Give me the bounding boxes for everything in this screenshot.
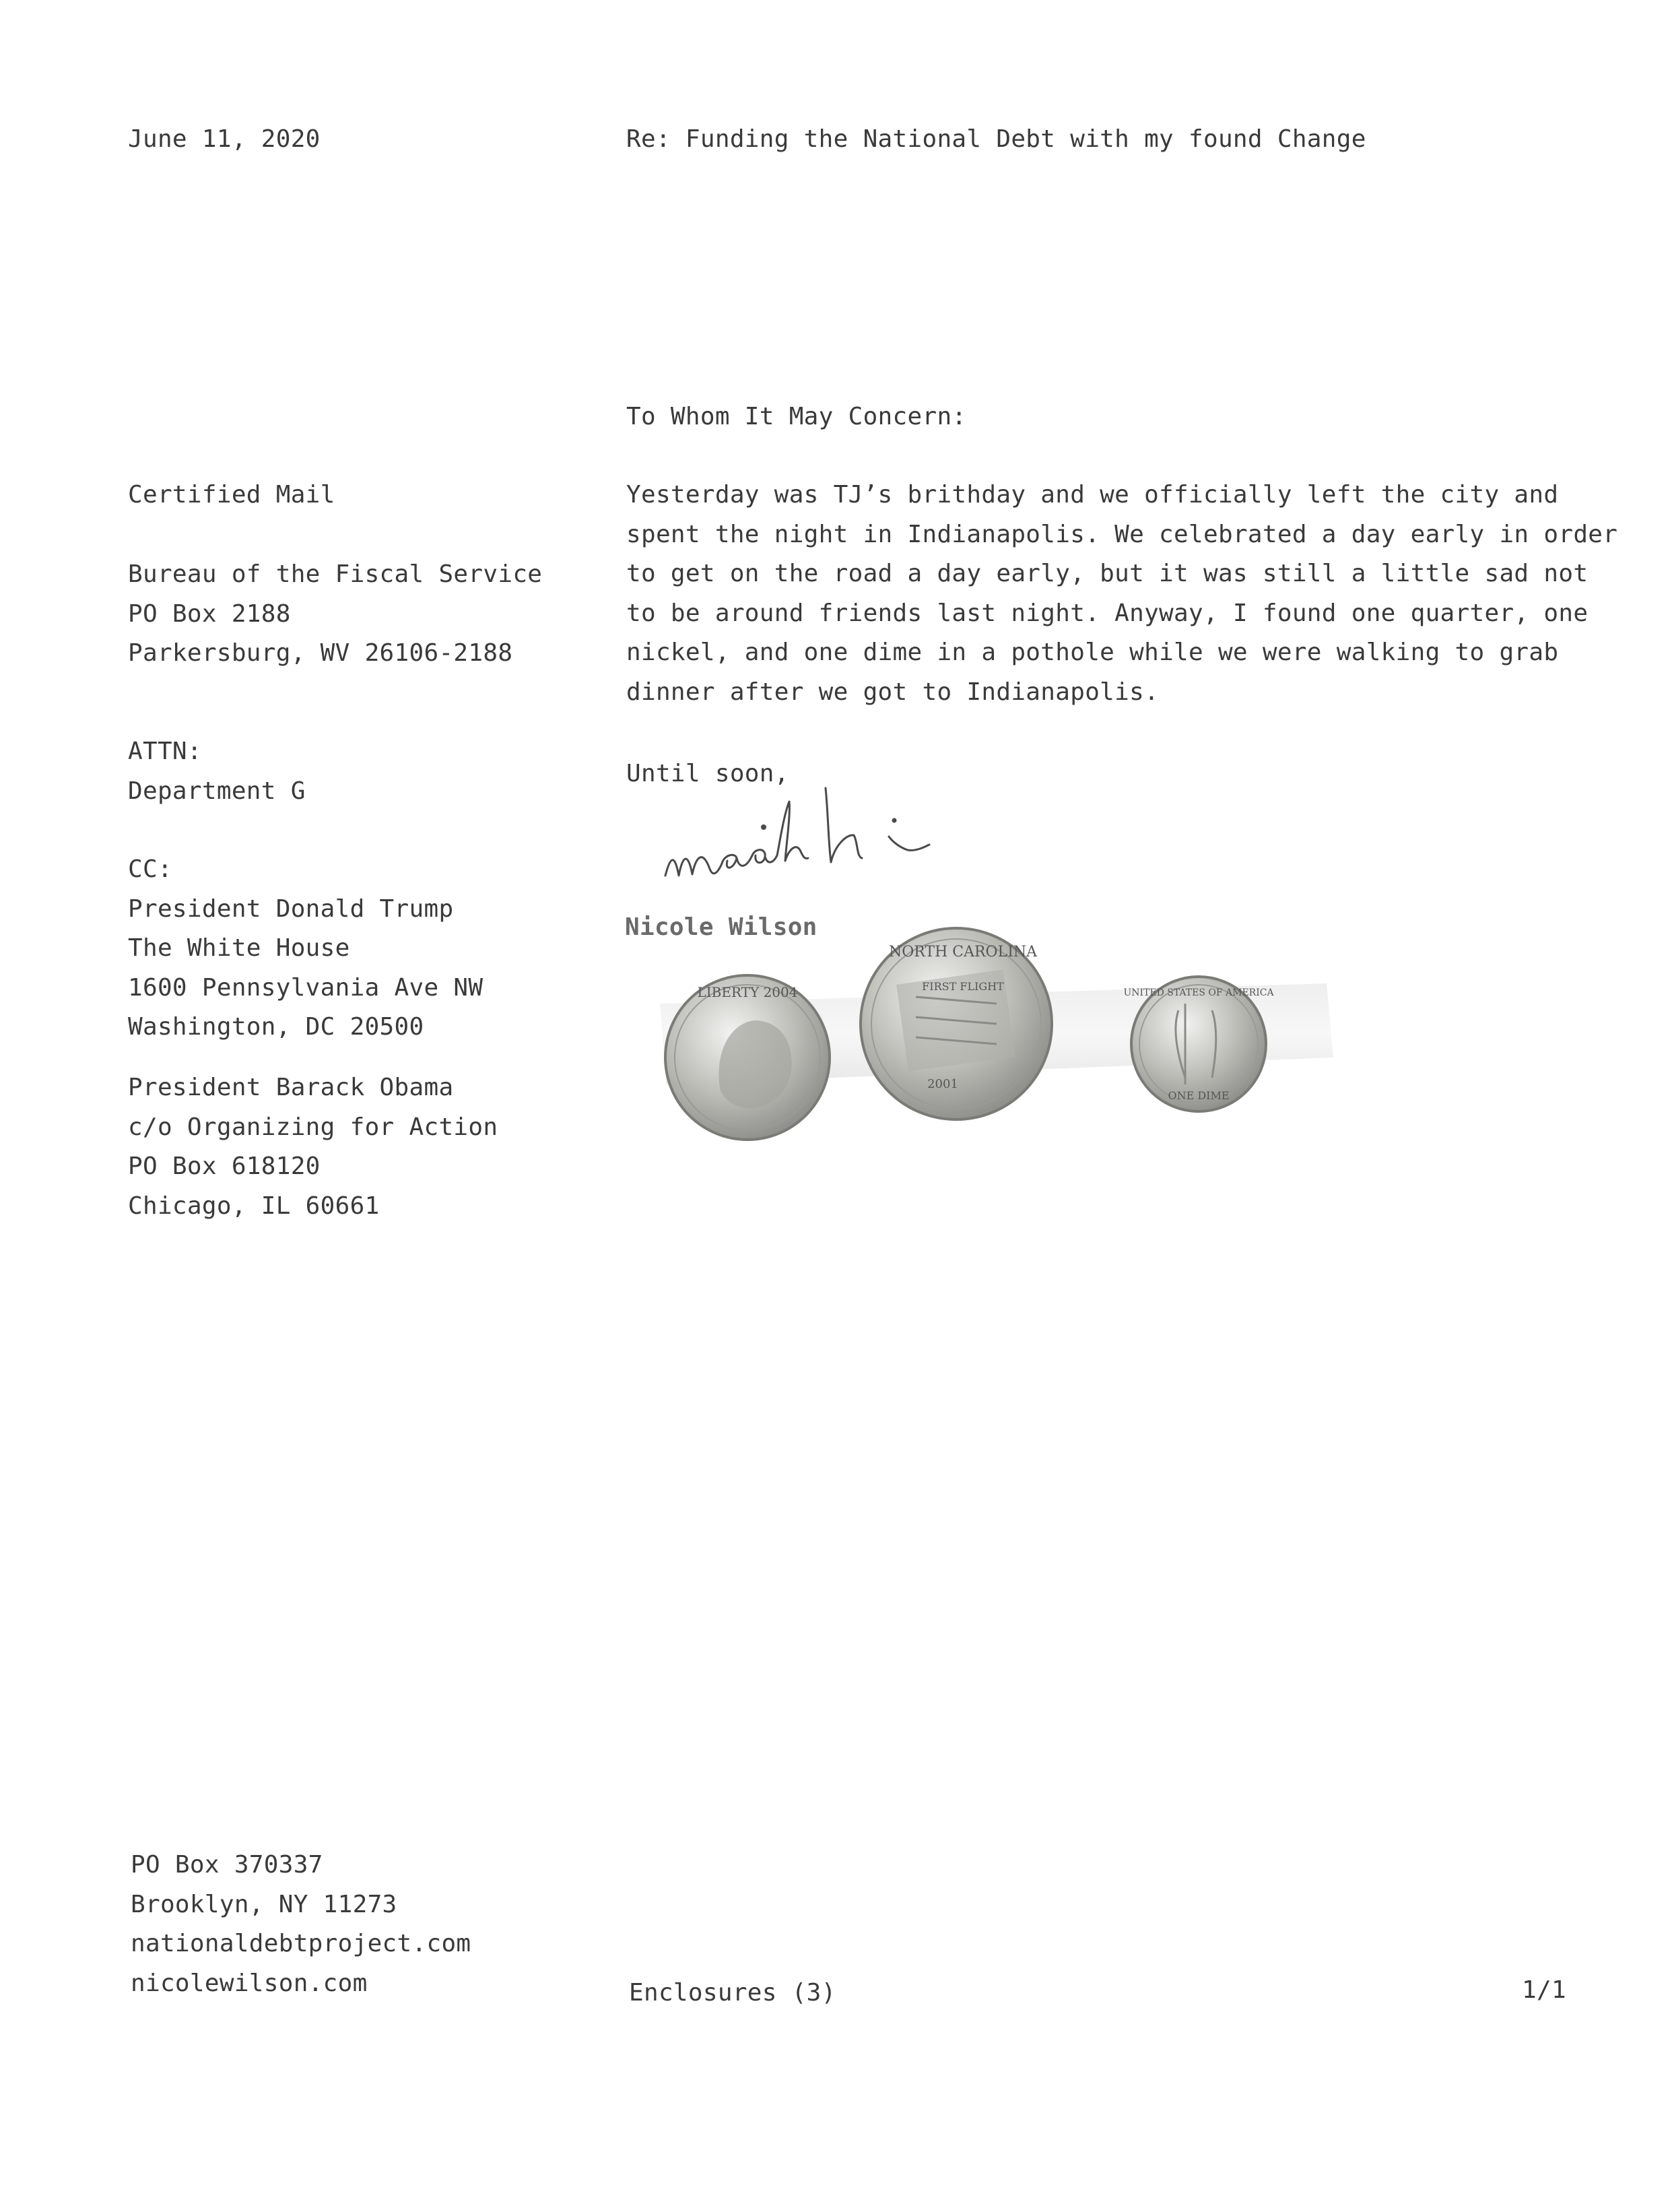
letter-date: June 11, 2020 [128,125,321,153]
address-line: PO Box 2188 [128,599,291,628]
body-line: Yesterday was TJ’s brithday and we officially left the city and [626,481,1559,509]
nickel-coin [665,975,830,1140]
letter-subject: Re: Funding the National Debt with my found Change [626,125,1366,153]
cc-trump-line: The White House [128,934,350,962]
sender-address [131,1846,471,2003]
body-line: spent the night in Indianapolis. We celebrated a day early in order [626,520,1618,548]
body-line: to be around friends last night. Anyway, I found one quarter, one [626,599,1589,627]
page-number: 1/1 [1522,1976,1566,2004]
delivery-method: Certified Mail [128,481,335,509]
address-line: Bureau of the Fiscal Service [128,560,543,588]
enclosures-note: Enclosures (3) [629,1979,836,2007]
attn-label: ATTN: [128,738,202,765]
sender-website-link[interactable]: nationaldebtproject.com [131,1930,471,1957]
body-line: to get on the road a day early, but it was still a little sad not [626,560,1589,587]
cc-trump-line: President Donald Trump [128,894,454,923]
cc-obama-line: c/o Organizing for Action [128,1113,498,1141]
cc-obama-line: Chicago, IL 60661 [128,1192,380,1220]
attn-block [128,732,306,811]
body-line: nickel, and one dime in a pothole while we were walking to grab [626,639,1559,666]
quarter-motto: FIRST FLIGHT [922,980,1004,993]
enclosed-coins-image [646,923,1347,1165]
quarter-inscription: NORTH CAROLINA [888,944,1038,961]
signer-name: Nicole Wilson [625,913,817,941]
handwritten-signature [652,775,1002,909]
cc-trump-line: 1600 Pennsylvania Ave NW [128,973,483,1002]
letter-body [626,476,1617,712]
body-line: dinner after we got to Indianapolis. [626,678,1160,706]
cc-obama-line: President Barack Obama [128,1074,454,1101]
sender-website-link[interactable]: nicolewilson.com [131,1969,368,1997]
cc-obama-block [128,1068,498,1226]
sender-line: Brooklyn, NY 11273 [131,1890,397,1918]
quarter-year: 2001 [927,1077,958,1091]
cc-obama-line: PO Box 618120 [128,1152,321,1180]
cc-block [128,850,483,1047]
salutation: To Whom It May Concern: [626,403,967,430]
dime-coin [1123,977,1274,1111]
dime-inscription: UNITED STATES OF AMERICA [1123,987,1274,998]
cc-label: CC: [128,855,172,883]
closing: Until soon, [626,760,789,787]
recipient-address [128,555,542,674]
quarter-coin [861,928,1052,1119]
sender-line: PO Box 370337 [131,1851,323,1879]
dime-denomination: ONE DIME [1168,1089,1230,1102]
address-line: Parkersburg, WV 26106-2188 [128,639,513,667]
nickel-inscription: LIBERTY 2004 [697,984,798,1000]
cc-trump-line: Washington, DC 20500 [128,1013,424,1041]
attn-value: Department G [128,777,306,805]
